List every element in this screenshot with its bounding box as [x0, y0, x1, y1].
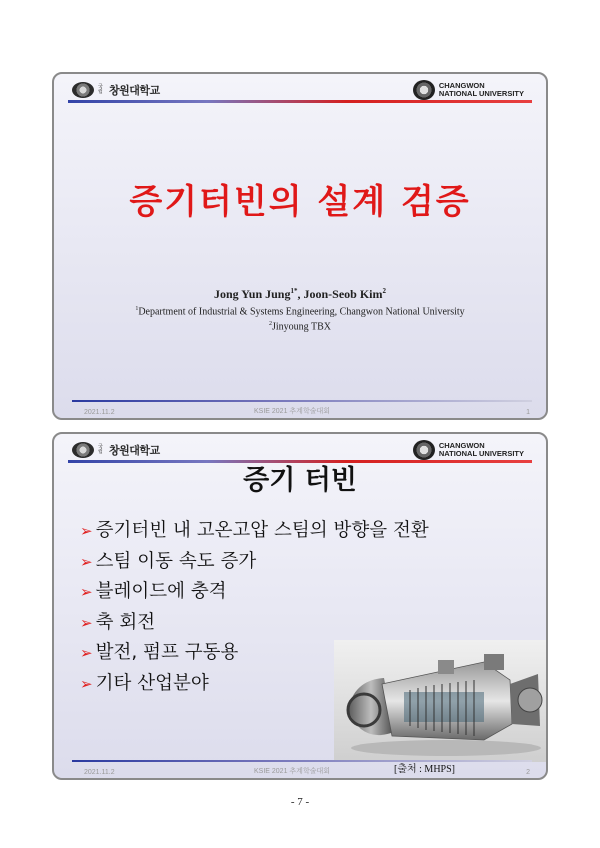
bullet-text: 발전, 펌프 구동용: [95, 642, 239, 663]
bullet-text: 블레이드에 충격: [95, 581, 227, 602]
logo-small-text: 국립: [98, 444, 103, 455]
author-separator: ,: [297, 287, 304, 301]
footer-date: 2021.11.2: [84, 409, 115, 416]
university-seal-icon: [413, 440, 435, 460]
affiliation-2: [54, 321, 546, 332]
changwon-korean-logo: [72, 82, 160, 98]
logo-english-line2: NATIONAL UNIVERSITY: [438, 89, 524, 98]
university-emblem-icon: [72, 442, 94, 458]
author-names: [54, 287, 546, 302]
footer-date: 2021.11.2: [84, 769, 115, 776]
list-item: [80, 516, 429, 547]
changwon-english-logo: [413, 80, 524, 100]
arrow-bullet-icon: ➢: [80, 613, 93, 632]
list-item: [80, 547, 429, 578]
footer-slide-number: 1: [526, 409, 530, 416]
affiliation-2-sup: 2: [269, 321, 272, 328]
author-2: Joon-Seob Kim: [303, 287, 383, 301]
author-block: [54, 287, 546, 333]
slide-title: 증기터빈의 설계 검증: [129, 182, 471, 222]
logo-english-line1: CHANGWON: [438, 441, 485, 450]
logo-korean-name: 창원대학교: [109, 84, 160, 97]
slide-2: [52, 432, 548, 780]
header-gradient-bar: [68, 100, 532, 103]
footer-slide-number: 2: [526, 769, 530, 776]
arrow-bullet-icon: ➢: [80, 644, 93, 662]
list-item: [80, 608, 429, 639]
arrow-bullet-icon: ➢: [80, 522, 93, 540]
logo-english-line2: NATIONAL UNIVERSITY: [438, 449, 524, 458]
university-seal-icon: [413, 80, 435, 100]
footer-conference: KSIE 2021 추계학술대회: [254, 408, 330, 415]
author-2-sup: 2: [382, 287, 386, 295]
bullet-text: 스팀 이동 속도 증가: [95, 550, 257, 572]
page-number: - 7 -: [290, 796, 310, 808]
affiliation-1: [54, 306, 546, 317]
logo-english-line1: CHANGWON: [438, 81, 485, 90]
steam-turbine-image: [334, 640, 548, 762]
affiliation-1-sup: 1: [135, 306, 139, 312]
list-item: [80, 577, 429, 608]
logo-small-text: 국립: [98, 84, 103, 95]
slide-1: [52, 72, 548, 420]
footer-conference: KSIE 2021 추계학술대회: [254, 768, 330, 775]
bullet-text: 축 회전: [95, 611, 156, 633]
turbine-illustration-icon: [334, 640, 548, 762]
affiliation-1-text: Department of Industrial & Systems Engineering, Changwon National University: [138, 306, 465, 318]
arrow-bullet-icon: ➢: [80, 674, 93, 693]
changwon-english-logo: [413, 440, 524, 460]
footer-gradient-bar: [72, 400, 532, 402]
logo-korean-name: 창원대학교: [109, 444, 160, 457]
university-emblem-icon: [72, 82, 94, 98]
affiliation-2-text: Jinyoung TBX: [272, 321, 331, 333]
bullet-text: 증기터빈 내 고온고압 스팀의 방향을 전환: [95, 520, 429, 541]
slide-title: 증기 터빈: [243, 465, 357, 496]
footer-gradient-bar: [72, 760, 532, 762]
author-1-sup: 1*: [290, 287, 298, 295]
arrow-bullet-icon: ➢: [80, 583, 93, 601]
changwon-korean-logo: [72, 442, 160, 458]
image-source-caption: [출처 : MHPS]: [394, 764, 455, 775]
arrow-bullet-icon: ➢: [80, 552, 93, 571]
author-1: Jong Yun Jung: [213, 287, 291, 301]
bullet-text: 기타 산업분야: [95, 672, 209, 694]
